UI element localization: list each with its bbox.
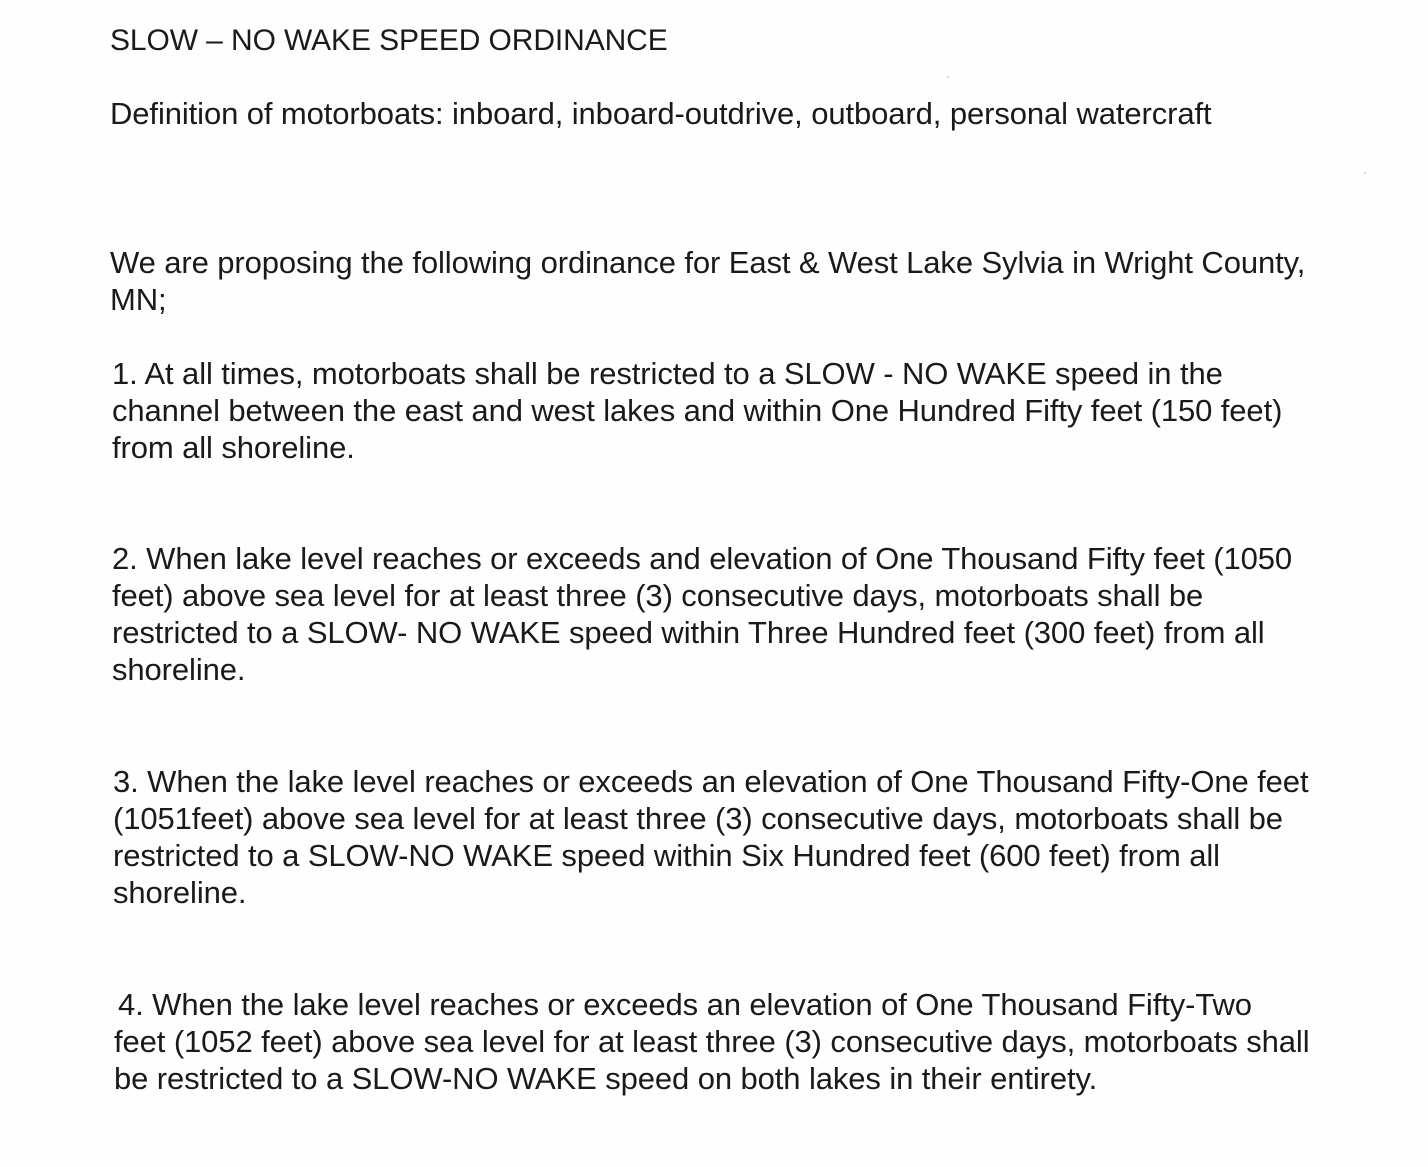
scan-speck bbox=[1364, 172, 1366, 174]
motorboat-definition: Definition of motorboats: inboard, inboard-outdrive, outboard, personal watercraft bbox=[110, 96, 1212, 131]
item-4-line: 4. When the lake level reaches or exceeds an elevation of One Thousand Fifty-Two bbox=[118, 987, 1252, 1022]
item-1-line: channel between the east and west lakes and within One Hundred Fifty feet (150 feet) bbox=[112, 393, 1283, 428]
item-2-line: feet) above sea level for at least three (3) consecutive days, motorboats shall be bbox=[112, 578, 1204, 613]
item-4-line: feet (1052 feet) above sea level for at least three (3) consecutive days, motorboats shall bbox=[114, 1024, 1310, 1059]
intro-line: MN; bbox=[110, 282, 167, 317]
item-3-line: 3. When the lake level reaches or exceeds an elevation of One Thousand Fifty-One feet bbox=[113, 764, 1309, 799]
document-title: SLOW – NO WAKE SPEED ORDINANCE bbox=[110, 24, 668, 57]
item-1-line: 1. At all times, motorboats shall be restricted to a SLOW - NO WAKE speed in the bbox=[112, 356, 1223, 391]
item-3-line: shoreline. bbox=[113, 875, 247, 910]
item-1-line: from all shoreline. bbox=[112, 430, 355, 465]
item-4-line: be restricted to a SLOW-NO WAKE speed on both lakes in their entirety. bbox=[114, 1061, 1098, 1096]
item-3-line: (1051feet) above sea level for at least three (3) consecutive days, motorboats shall be bbox=[113, 801, 1283, 836]
item-3-line: restricted to a SLOW-NO WAKE speed within Six Hundred feet (600 feet) from all bbox=[113, 838, 1220, 873]
intro-line: We are proposing the following ordinance for East & West Lake Sylvia in Wright County, bbox=[110, 245, 1306, 280]
item-2-line: 2. When lake level reaches or exceeds and elevation of One Thousand Fifty feet (1050 bbox=[112, 541, 1293, 576]
item-2-line: restricted to a SLOW- NO WAKE speed within Three Hundred feet (300 feet) from all bbox=[112, 615, 1265, 650]
scan-speck bbox=[947, 76, 949, 78]
item-2-line: shoreline. bbox=[112, 652, 246, 687]
